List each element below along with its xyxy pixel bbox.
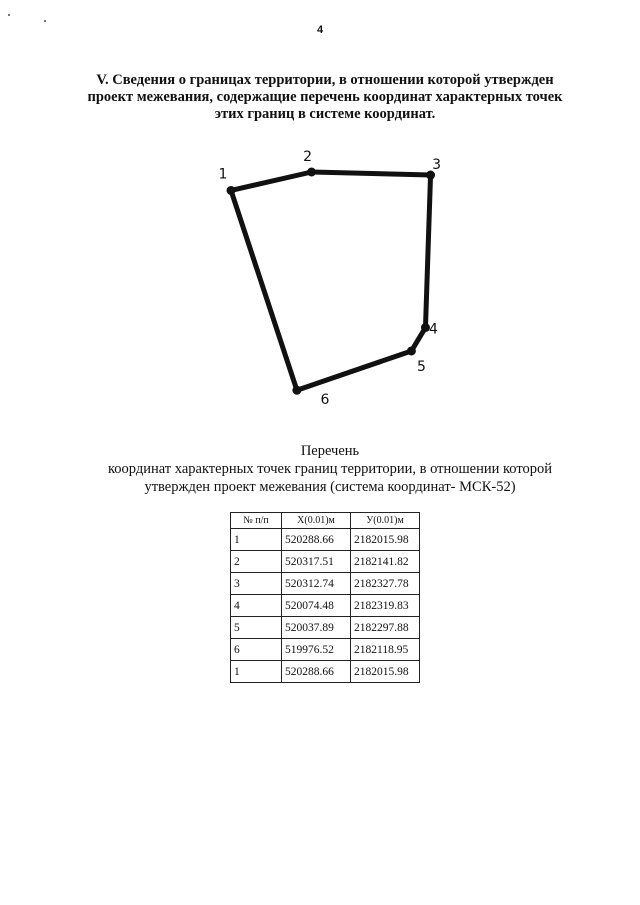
vertex-label: 3 — [432, 157, 442, 174]
vertex-marker — [307, 168, 316, 177]
cell-x: 519976.52 — [282, 639, 351, 661]
boundary-plan — [0, 140, 640, 420]
cell-y: 2182297.88 — [351, 617, 420, 639]
cell-x: 520317.51 — [282, 551, 351, 573]
table-row — [231, 551, 420, 573]
list-title-line-1: Перечень — [300, 443, 360, 459]
vertex-label: 2 — [303, 149, 312, 165]
vertex-label: 5 — [416, 358, 426, 375]
cell-y: 2182015.98 — [351, 529, 420, 551]
cell-number: 1 — [231, 529, 282, 551]
vertex-label: 6 — [320, 392, 330, 409]
section-heading — [60, 72, 590, 123]
cell-y: 2182118.95 — [351, 639, 420, 661]
cell-y: 2182015.98 — [351, 661, 420, 683]
cell-number: 5 — [231, 617, 282, 639]
table-row — [231, 661, 420, 683]
header-x: X(0.01)м — [282, 513, 351, 529]
vertex-marker — [292, 386, 301, 395]
heading-line-3: этих границ в системе координат. — [214, 106, 436, 122]
cell-number: 4 — [231, 595, 282, 617]
header-number: № п/п — [231, 513, 282, 529]
cell-x: 520074.48 — [282, 595, 351, 617]
table-row — [231, 595, 420, 617]
heading-line-1: V. Сведения о границах территории, в отношении которой утвержден — [96, 72, 554, 88]
cell-number: 2 — [231, 551, 282, 573]
table-row — [231, 617, 420, 639]
list-title-line-3: утвержден проект межевания (система координат- МСК-52) — [144, 479, 516, 495]
table-header-row — [231, 513, 420, 529]
cell-x: 520288.66 — [282, 661, 351, 683]
cell-number: 6 — [231, 639, 282, 661]
table-row — [231, 573, 420, 595]
page-number: 4 — [316, 24, 324, 36]
header-y: У(0.01)м — [351, 513, 420, 529]
scan-speck — [8, 14, 10, 16]
coordinate-list-title — [40, 442, 620, 496]
list-title-line-2: координат характерных точек границ территории, в отношении которой — [107, 461, 553, 477]
cell-number: 1 — [231, 661, 282, 683]
vertex-label: 4 — [429, 321, 438, 338]
vertex-marker — [407, 346, 416, 355]
vertex-label: 1 — [218, 166, 228, 183]
table-row — [231, 639, 420, 661]
vertex-marker — [227, 186, 236, 195]
cell-x: 520037.89 — [282, 617, 351, 639]
coordinates-table — [230, 512, 420, 683]
cell-x: 520288.66 — [282, 529, 351, 551]
cell-y: 2182319.83 — [351, 595, 420, 617]
cell-y: 2182141.82 — [351, 551, 420, 573]
scan-speck — [44, 20, 46, 22]
table-row — [231, 529, 420, 551]
cell-number: 3 — [231, 573, 282, 595]
cell-y: 2182327.78 — [351, 573, 420, 595]
heading-line-2: проект межевания, содержащие перечень координат характерных точек — [87, 89, 563, 105]
boundary-line — [231, 172, 431, 390]
cell-x: 520312.74 — [282, 573, 351, 595]
